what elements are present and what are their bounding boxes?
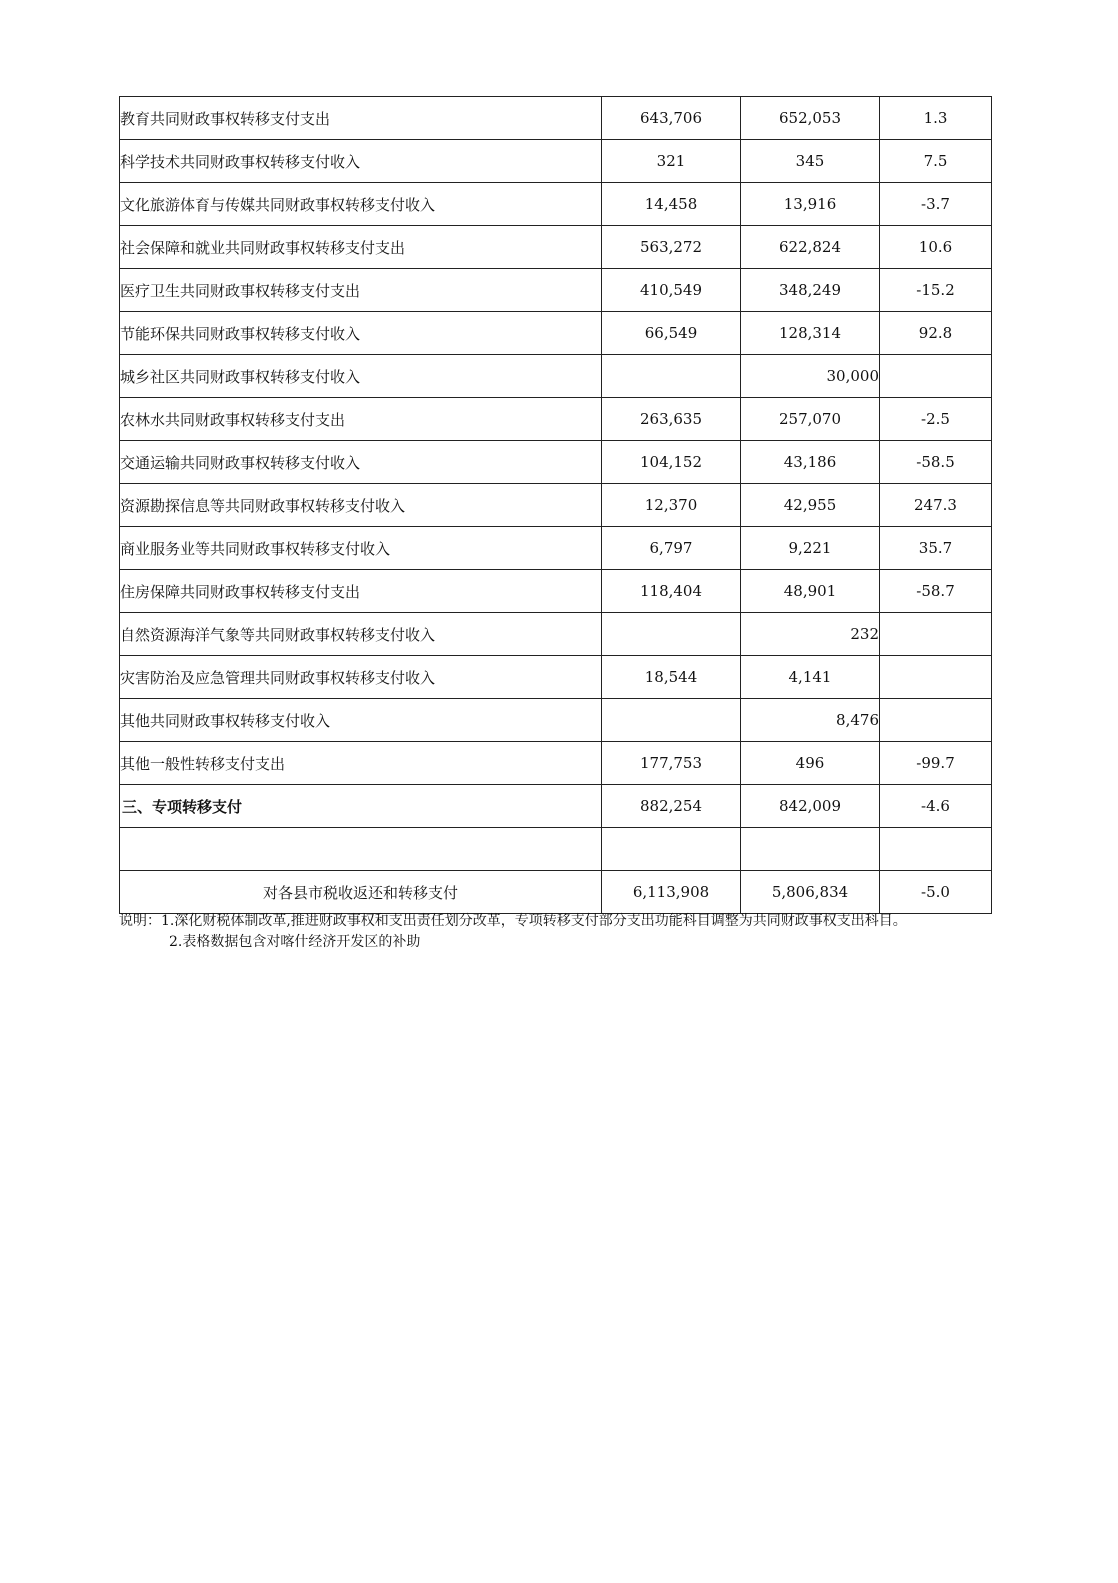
value-growth xyxy=(880,699,992,742)
item-name: 自然资源海洋气象等共同财政事权转移支付收入 xyxy=(120,613,602,656)
value-growth: -5.0 xyxy=(880,871,992,914)
value-prior: 882,254 xyxy=(602,785,741,828)
value-growth: 247.3 xyxy=(880,484,992,527)
item-name: 资源勘探信息等共同财政事权转移支付收入 xyxy=(120,484,602,527)
value-current: 496 xyxy=(741,742,880,785)
table-row xyxy=(120,140,992,183)
value-current: 622,824 xyxy=(741,226,880,269)
table-row xyxy=(120,97,992,140)
item-name: 其他一般性转移支付支出 xyxy=(120,742,602,785)
value-prior: 563,272 xyxy=(602,226,741,269)
table-row xyxy=(120,398,992,441)
value-current: 30,000 xyxy=(741,355,880,398)
value-growth: -99.7 xyxy=(880,742,992,785)
value-growth xyxy=(880,828,992,871)
total-label: 对各县市税收返还和转移支付 xyxy=(120,871,602,914)
item-name: 住房保障共同财政事权转移支付支出 xyxy=(120,570,602,613)
value-growth: 35.7 xyxy=(880,527,992,570)
value-growth: -4.6 xyxy=(880,785,992,828)
table-row xyxy=(120,355,992,398)
table-row xyxy=(120,269,992,312)
value-growth xyxy=(880,656,992,699)
table-notes xyxy=(119,912,991,951)
value-current: 48,901 xyxy=(741,570,880,613)
value-growth: -58.7 xyxy=(880,570,992,613)
table-row xyxy=(120,785,992,828)
value-growth: 1.3 xyxy=(880,97,992,140)
value-prior: 118,404 xyxy=(602,570,741,613)
table-row xyxy=(120,656,992,699)
value-current xyxy=(741,828,880,871)
value-prior: 6,113,908 xyxy=(602,871,741,914)
value-prior: 177,753 xyxy=(602,742,741,785)
value-current: 43,186 xyxy=(741,441,880,484)
value-current: 13,916 xyxy=(741,183,880,226)
value-current: 345 xyxy=(741,140,880,183)
item-name: 交通运输共同财政事权转移支付收入 xyxy=(120,441,602,484)
item-name: 城乡社区共同财政事权转移支付收入 xyxy=(120,355,602,398)
value-prior: 18,544 xyxy=(602,656,741,699)
table-row xyxy=(120,742,992,785)
value-prior: 410,549 xyxy=(602,269,741,312)
value-prior xyxy=(602,699,741,742)
value-prior xyxy=(602,613,741,656)
value-growth: -3.7 xyxy=(880,183,992,226)
value-prior: 263,635 xyxy=(602,398,741,441)
value-prior: 66,549 xyxy=(602,312,741,355)
value-prior xyxy=(602,355,741,398)
item-name: 节能环保共同财政事权转移支付收入 xyxy=(120,312,602,355)
value-growth: 10.6 xyxy=(880,226,992,269)
value-prior: 14,458 xyxy=(602,183,741,226)
table-row xyxy=(120,226,992,269)
value-prior: 104,152 xyxy=(602,441,741,484)
item-name: 农林水共同财政事权转移支付支出 xyxy=(120,398,602,441)
value-current: 42,955 xyxy=(741,484,880,527)
value-current: 8,476 xyxy=(741,699,880,742)
value-prior: 6,797 xyxy=(602,527,741,570)
table-row xyxy=(120,527,992,570)
value-current: 257,070 xyxy=(741,398,880,441)
note-1: 说明：1.深化财税体制改革,推进财政事权和支出责任划分改革，专项转移支付部分支出功能科目调整为共同财政事权支出科目。 xyxy=(119,913,907,929)
value-current: 232 xyxy=(741,613,880,656)
table-row xyxy=(120,441,992,484)
item-name: 教育共同财政事权转移支付支出 xyxy=(120,97,602,140)
item-name: 科学技术共同财政事权转移支付收入 xyxy=(120,140,602,183)
value-current: 128,314 xyxy=(741,312,880,355)
value-growth: -15.2 xyxy=(880,269,992,312)
note-2: 2.表格数据包含对喀什经济开发区的补助 xyxy=(169,934,421,950)
item-name: 医疗卫生共同财政事权转移支付支出 xyxy=(120,269,602,312)
transfer-payment-table xyxy=(119,96,992,914)
table-row xyxy=(120,699,992,742)
table-row xyxy=(120,312,992,355)
table-row xyxy=(120,484,992,527)
table-row xyxy=(120,183,992,226)
table-row xyxy=(120,613,992,656)
value-current: 842,009 xyxy=(741,785,880,828)
value-current: 652,053 xyxy=(741,97,880,140)
item-name: 其他共同财政事权转移支付收入 xyxy=(120,699,602,742)
table-row xyxy=(120,871,992,914)
item-name xyxy=(120,828,602,871)
value-prior: 321 xyxy=(602,140,741,183)
value-prior: 643,706 xyxy=(602,97,741,140)
value-current: 348,249 xyxy=(741,269,880,312)
value-growth: -2.5 xyxy=(880,398,992,441)
item-name: 商业服务业等共同财政事权转移支付收入 xyxy=(120,527,602,570)
table-row xyxy=(120,570,992,613)
value-prior: 12,370 xyxy=(602,484,741,527)
section-heading: 三、专项转移支付 xyxy=(120,785,602,828)
value-growth: -58.5 xyxy=(880,441,992,484)
value-current: 4,141 xyxy=(741,656,880,699)
item-name: 文化旅游体育与传媒共同财政事权转移支付收入 xyxy=(120,183,602,226)
value-current: 5,806,834 xyxy=(741,871,880,914)
value-prior xyxy=(602,828,741,871)
value-growth: 92.8 xyxy=(880,312,992,355)
value-current: 9,221 xyxy=(741,527,880,570)
value-growth xyxy=(880,355,992,398)
item-name: 社会保障和就业共同财政事权转移支付支出 xyxy=(120,226,602,269)
item-name: 灾害防治及应急管理共同财政事权转移支付收入 xyxy=(120,656,602,699)
table-row xyxy=(120,828,992,871)
value-growth: 7.5 xyxy=(880,140,992,183)
value-growth xyxy=(880,613,992,656)
